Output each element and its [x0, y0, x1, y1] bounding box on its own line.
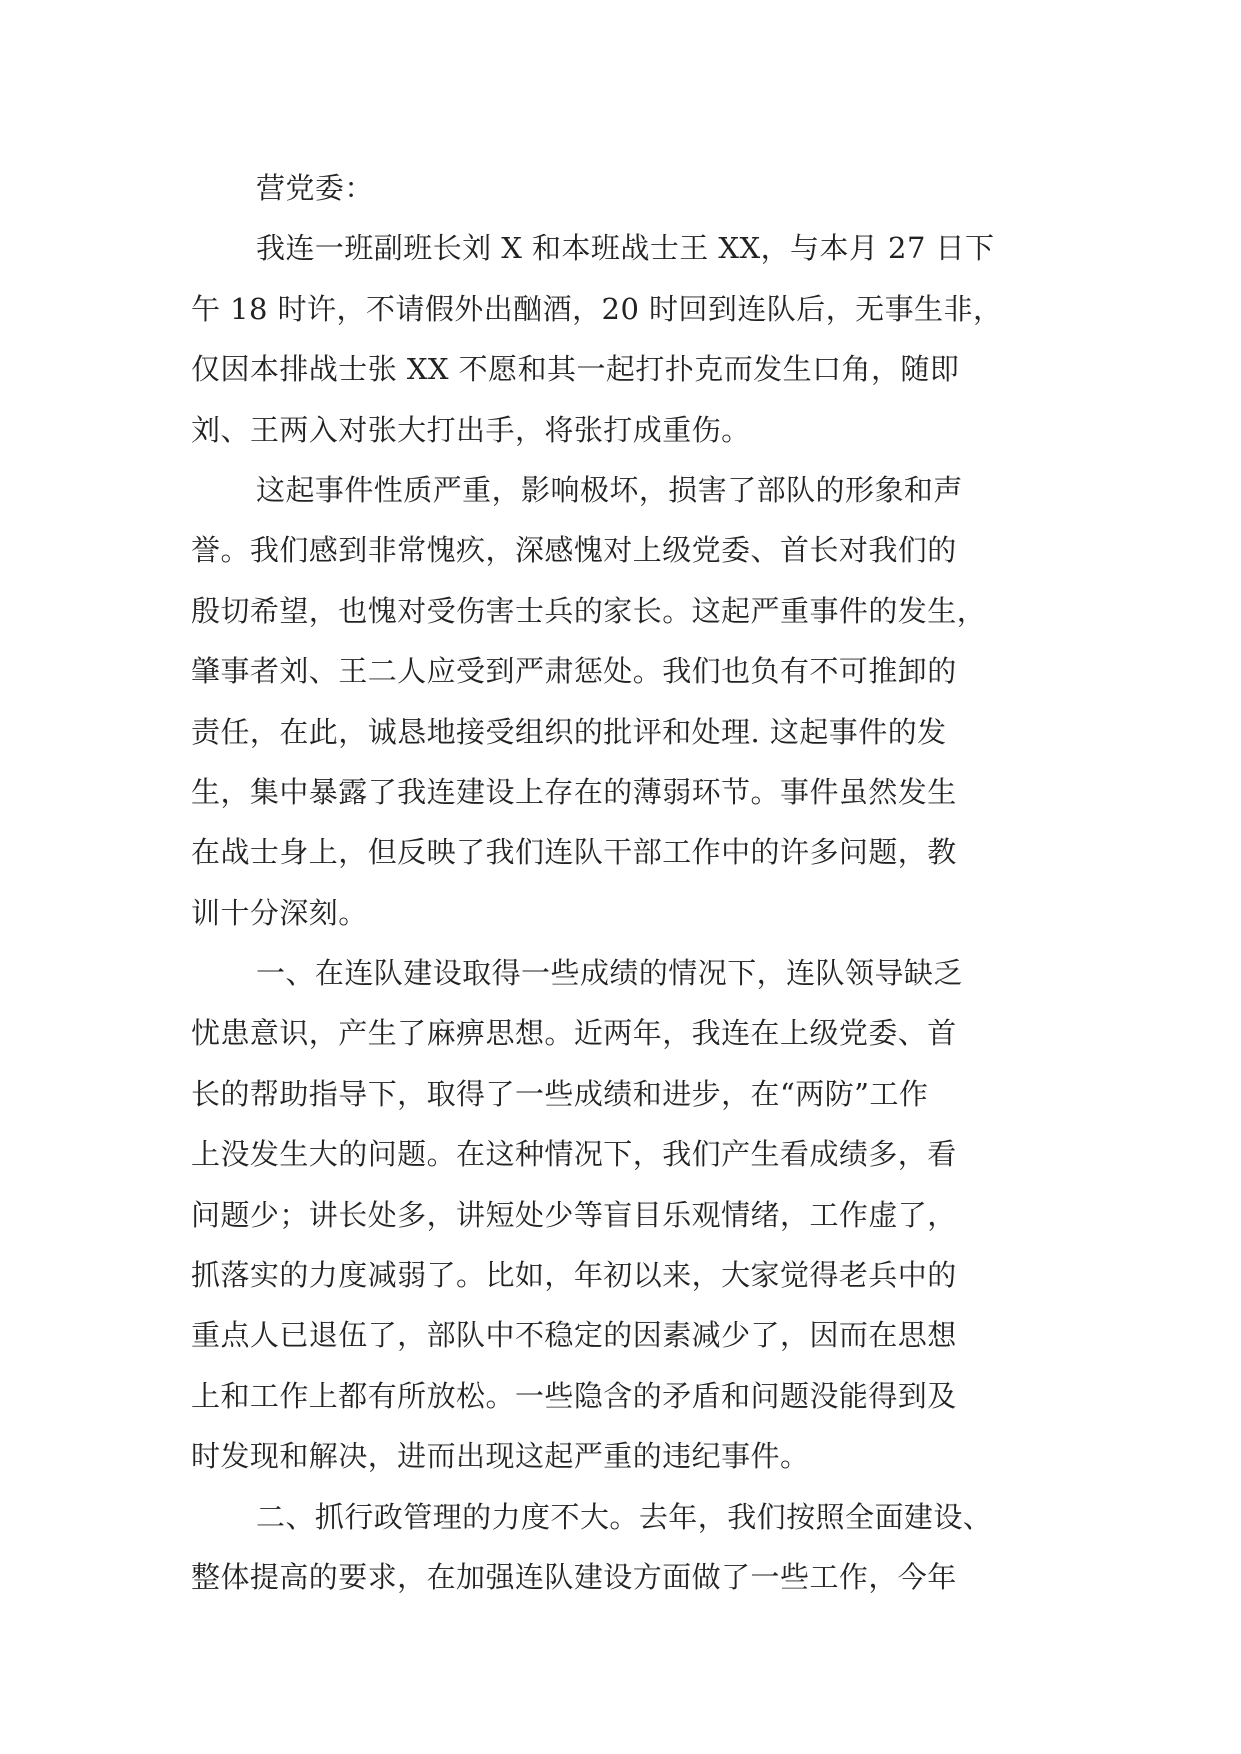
text-line: 誉。我们感到非常愧疚，深感愧对上级党委、首长对我们的 — [191, 533, 957, 568]
text-line: 刘、王两入对张大打出手，将张打成重伤。 — [191, 412, 751, 447]
text-line: 忧患意识，产生了麻痹思想。近两年，我连在上级党委、首 — [191, 1016, 957, 1051]
text-line: 在战士身上，但反映了我们连队干部工作中的许多问题，教 — [191, 835, 957, 870]
text-line: 二、抓行政管理的力度不大。去年，我们按照全面建设、 — [256, 1499, 993, 1534]
text-line: 重点人已退伍了，部队中不稳定的因素减少了，因而在思想 — [191, 1318, 957, 1353]
text-line: 上和工作上都有所放松。一些隐含的矛盾和问题没能得到及 — [191, 1378, 957, 1413]
text-line: 生，集中暴露了我连建设上存在的薄弱环节。事件虽然发生 — [191, 774, 957, 809]
text-line: 抓落实的力度减弱了。比如，年初以来，大家觉得老兵中的 — [191, 1258, 957, 1293]
text-line: 长的帮助指导下，取得了一些成绩和进步，在“两防”工作 — [191, 1076, 929, 1111]
text-line: 一、在连队建设取得一些成绩的情况下，连队领导缺乏 — [256, 956, 963, 991]
text-line: 整体提高的要求，在加强连队建设方面做了一些工作，今年 — [191, 1559, 957, 1594]
text-line: 仅因本排战士张 XX 不愿和其一起打扑克而发生口角，随即 — [191, 352, 960, 387]
salutation-line: 营党委： — [256, 171, 374, 205]
text-line: 时发现和解决，进而出现这起严重的违纪事件。 — [191, 1439, 810, 1474]
text-line: 问题少；讲长处多，讲短处少等盲目乐观情绪，工作虚了， — [191, 1197, 957, 1232]
text-line: 我连一班副班长刘 X 和本班战士王 XX，与本月 27 日下 — [256, 231, 995, 266]
text-line: 训十分深刻。 — [191, 895, 368, 930]
text-line: 午 18 时许，不请假外出酗酒，20 时回到连队后，无事生非， — [191, 291, 1003, 326]
text-line: 殷切希望，也愧对受伤害士兵的家长。这起严重事件的发生， — [191, 593, 987, 628]
text-line: 上没发生大的问题。在这种情况下，我们产生看成绩多，看 — [191, 1137, 957, 1172]
text-line: 肇事者刘、王二人应受到严肃惩处。我们也负有不可推卸的 — [191, 654, 957, 689]
document-body — [191, 158, 1051, 1607]
text-line: 责任，在此，诚恳地接受组织的批评和处理. 这起事件的发 — [191, 714, 947, 749]
text-line: 这起事件性质严重，影响极坏，损害了部队的形象和声 — [256, 472, 963, 507]
